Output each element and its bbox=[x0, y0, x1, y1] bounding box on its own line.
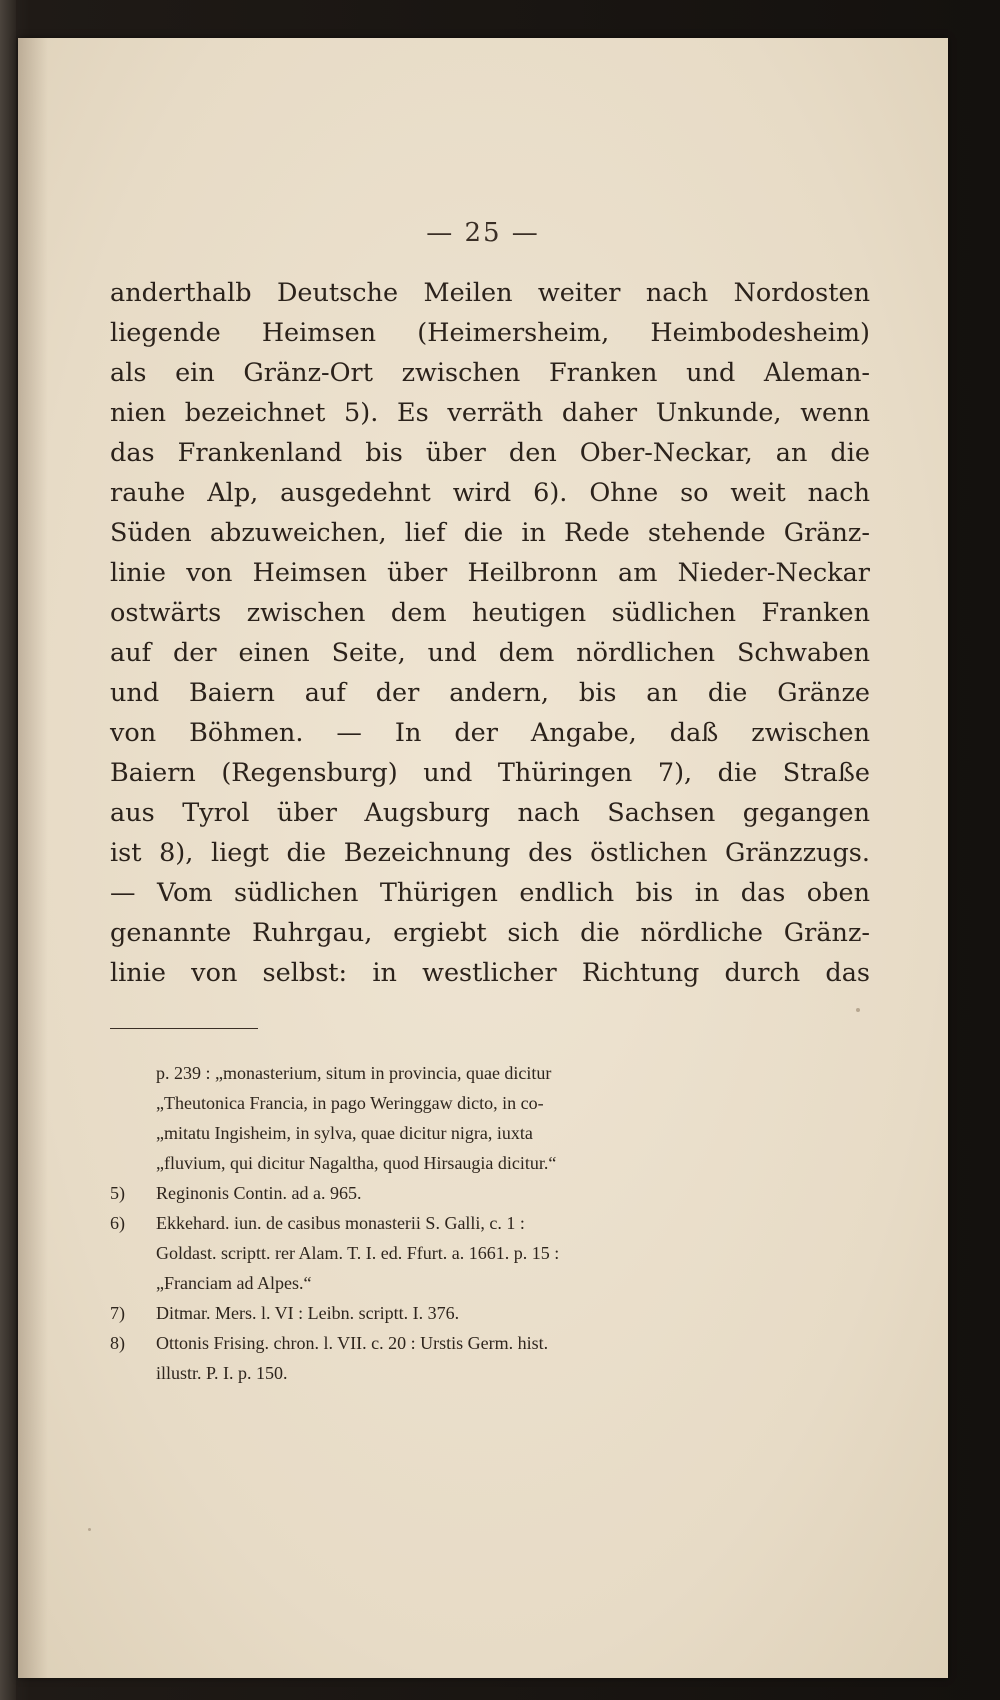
footnote-text: Goldast. scriptt. rer Alam. T. I. ed. Ffurt. a. 1661. p. 15 : bbox=[156, 1243, 560, 1263]
body-line: anderthalb Deutsche Meilen weiter nach Nordosten bbox=[110, 278, 870, 308]
footnote-marker: 8) bbox=[110, 1333, 125, 1353]
footnote-line bbox=[110, 1058, 880, 1088]
body-line: genannte Ruhrgau, ergiebt sich die nördliche Gränz- bbox=[110, 918, 870, 948]
body-line: linie von Heimsen über Heilbronn am Nieder-Neckar bbox=[110, 558, 870, 588]
footnotes bbox=[110, 1058, 880, 1388]
footnote-line bbox=[110, 1148, 880, 1178]
body-text bbox=[110, 273, 870, 993]
body-line: — Vom südlichen Thürigen endlich bis in das oben bbox=[110, 878, 870, 908]
footnote-line bbox=[110, 1358, 880, 1388]
body-line: Baiern (Regensburg) und Thüringen 7), die Straße bbox=[110, 758, 870, 788]
body-line: von Böhmen. — In der Angabe, daß zwischen bbox=[110, 718, 870, 748]
body-line: Süden abzuweichen, lief die in Rede stehende Gränz- bbox=[110, 518, 870, 548]
footnote-text: „Theutonica Francia, in pago Weringgaw dicto, in co- bbox=[156, 1093, 544, 1113]
footnote-line bbox=[110, 1088, 880, 1118]
footnote-text: „fluvium, qui dicitur Nagaltha, quod Hirsaugia dicitur.“ bbox=[156, 1153, 557, 1173]
footnote-text: „mitatu Ingisheim, in sylva, quae dicitur nigra, iuxta bbox=[156, 1123, 533, 1143]
paper-speck bbox=[856, 1008, 860, 1012]
body-line: rauhe Alp, ausgedehnt wird 6). Ohne so weit nach bbox=[110, 478, 870, 508]
body-line: ist 8), liegt die Bezeichnung des östlichen Gränzzugs. bbox=[110, 838, 870, 868]
body-line: ostwärts zwischen dem heutigen südlichen Franken bbox=[110, 598, 870, 628]
footnote-text: illustr. P. I. p. 150. bbox=[156, 1363, 288, 1383]
page-number: — 25 — bbox=[426, 218, 540, 248]
footnote-marker: 7) bbox=[110, 1303, 125, 1323]
body-line: linie von selbst: in westlicher Richtung durch das bbox=[110, 958, 870, 988]
footnote-line bbox=[110, 1268, 880, 1298]
body-line: liegende Heimsen (Heimersheim, Heimbodesheim) bbox=[110, 318, 870, 348]
footnote-separator-rule bbox=[110, 1028, 258, 1029]
footnote-line bbox=[110, 1178, 880, 1208]
footnote-line bbox=[110, 1298, 880, 1328]
body-line: nien bezeichnet 5). Es verräth daher Unkunde, wenn bbox=[110, 398, 870, 428]
footnote-text: p. 239 : „monasterium, situm in provincia, quae dicitur bbox=[156, 1063, 552, 1083]
book-spine-edge bbox=[0, 0, 16, 1700]
footnote-marker: 5) bbox=[110, 1183, 125, 1203]
book-page bbox=[18, 38, 948, 1678]
paper-speck bbox=[88, 1528, 91, 1531]
body-line: als ein Gränz-Ort zwischen Franken und Aleman- bbox=[110, 358, 870, 388]
body-line: aus Tyrol über Augsburg nach Sachsen gegangen bbox=[110, 798, 870, 828]
body-line: das Frankenland bis über den Ober-Neckar, an die bbox=[110, 438, 870, 468]
footnote-line bbox=[110, 1118, 880, 1148]
footnote-text: Ekkehard. iun. de casibus monasterii S. Galli, c. 1 : bbox=[156, 1213, 525, 1233]
footnote-marker: 6) bbox=[110, 1213, 125, 1233]
footnote-text: Ditmar. Mers. l. VI : Leibn. scriptt. I. 376. bbox=[156, 1303, 460, 1323]
body-line: auf der einen Seite, und dem nördlichen Schwaben bbox=[110, 638, 870, 668]
footnote-text: Ottonis Frising. chron. l. VII. c. 20 : Urstis Germ. hist. bbox=[156, 1333, 549, 1353]
footnote-text: Reginonis Contin. ad a. 965. bbox=[156, 1183, 362, 1203]
footnote-text: „Franciam ad Alpes.“ bbox=[156, 1273, 312, 1293]
footnote-line bbox=[110, 1328, 880, 1358]
body-line: und Baiern auf der andern, bis an die Gränze bbox=[110, 678, 870, 708]
footnote-line bbox=[110, 1208, 880, 1238]
gutter-shadow bbox=[18, 38, 48, 1678]
footnote-line bbox=[110, 1238, 880, 1268]
